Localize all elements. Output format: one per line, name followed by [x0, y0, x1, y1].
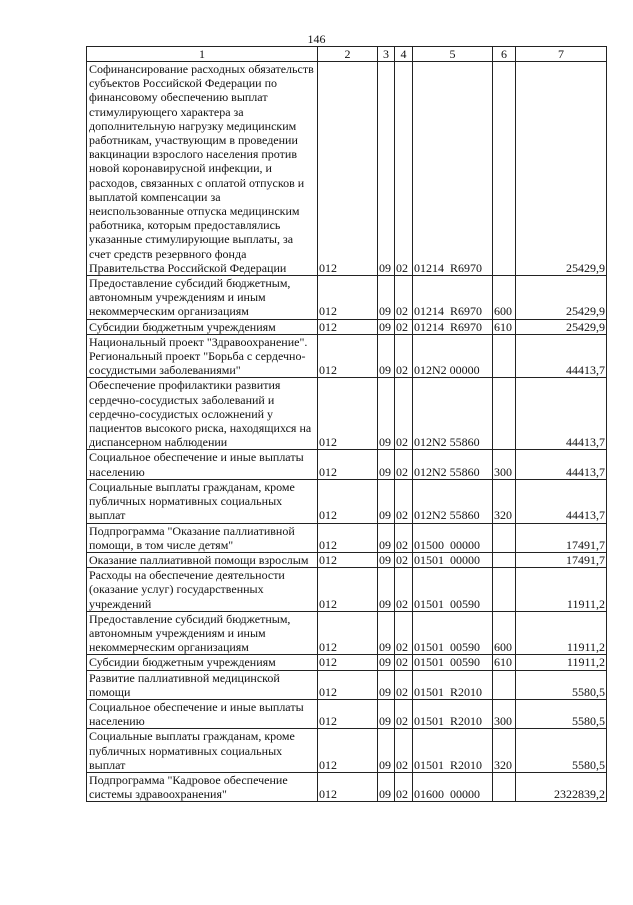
- page-number: 146: [307, 32, 326, 46]
- column-header-4: 4: [395, 47, 413, 62]
- row-subsection-cell: 02: [395, 729, 413, 773]
- column-header-7: 7: [516, 47, 607, 62]
- row-target-article-cell: 01501 00590: [413, 655, 493, 670]
- row-name-cell: Обеспечение профилактики развития сердечно-сосудистых заболеваний и сердечно-сосудистых осложнений у пациентов высокого риска, находящихся на диспансерном наблюдении: [87, 378, 318, 450]
- table-row: [87, 611, 607, 655]
- row-name-cell: Подпрограмма "Кадровое обеспечение системы здравоохранения": [87, 772, 318, 801]
- table-row: [87, 729, 607, 773]
- row-name-cell: Расходы на обеспечение деятельности (оказание услуг) государственных учреждений: [87, 568, 318, 612]
- row-admin-code-cell: 012: [318, 655, 378, 670]
- column-header-6: 6: [493, 47, 516, 62]
- row-admin-code-cell: 012: [318, 334, 378, 378]
- row-target-article-cell: 01501 00590: [413, 568, 493, 612]
- row-admin-code-cell: 012: [318, 378, 378, 450]
- row-section-cell: 09: [378, 378, 395, 450]
- row-expense-type-cell: 300: [493, 699, 516, 728]
- table-row: [87, 568, 607, 612]
- row-target-article-cell: 01214 R6970: [413, 319, 493, 334]
- row-target-article-cell: 012N2 00000: [413, 334, 493, 378]
- row-amount-cell: 25429,9: [516, 276, 607, 320]
- row-amount-cell: 44413,7: [516, 334, 607, 378]
- row-admin-code-cell: 012: [318, 450, 378, 479]
- row-amount-cell: 17491,7: [516, 523, 607, 552]
- row-section-cell: 09: [378, 655, 395, 670]
- row-expense-type-cell: [493, 378, 516, 450]
- table-row: [87, 670, 607, 699]
- table-row: [87, 699, 607, 728]
- row-name-cell: Предоставление субсидий бюджетным, автономным учреждениям и иным некоммерческим организациям: [87, 611, 318, 655]
- row-subsection-cell: 02: [395, 670, 413, 699]
- table-row: [87, 62, 607, 276]
- row-expense-type-cell: 320: [493, 479, 516, 523]
- row-amount-cell: 2322839,2: [516, 772, 607, 801]
- row-admin-code-cell: 012: [318, 729, 378, 773]
- row-expense-type-cell: [493, 552, 516, 567]
- row-section-cell: 09: [378, 523, 395, 552]
- row-target-article-cell: 01600 00000: [413, 772, 493, 801]
- column-header-3: 3: [378, 47, 395, 62]
- row-target-article-cell: 01500 00000: [413, 523, 493, 552]
- row-admin-code-cell: 012: [318, 772, 378, 801]
- row-admin-code-cell: 012: [318, 276, 378, 320]
- table-header-row: [87, 47, 607, 62]
- row-section-cell: 09: [378, 319, 395, 334]
- row-admin-code-cell: 012: [318, 319, 378, 334]
- row-target-article-cell: 01501 00590: [413, 611, 493, 655]
- column-header-2: 2: [318, 47, 378, 62]
- row-subsection-cell: 02: [395, 319, 413, 334]
- table-row: [87, 772, 607, 801]
- table-row: [87, 276, 607, 320]
- row-admin-code-cell: 012: [318, 568, 378, 612]
- row-section-cell: 09: [378, 729, 395, 773]
- row-expense-type-cell: [493, 62, 516, 276]
- row-target-article-cell: 01501 R2010: [413, 699, 493, 728]
- row-target-article-cell: 01214 R6970: [413, 276, 493, 320]
- row-amount-cell: 25429,9: [516, 62, 607, 276]
- row-expense-type-cell: [493, 568, 516, 612]
- row-expense-type-cell: 300: [493, 450, 516, 479]
- table-row: [87, 479, 607, 523]
- row-target-article-cell: 012N2 55860: [413, 378, 493, 450]
- row-target-article-cell: 01501 R2010: [413, 729, 493, 773]
- row-subsection-cell: 02: [395, 699, 413, 728]
- row-section-cell: 09: [378, 552, 395, 567]
- row-section-cell: 09: [378, 568, 395, 612]
- table-row: [87, 378, 607, 450]
- row-expense-type-cell: [493, 772, 516, 801]
- row-subsection-cell: 02: [395, 479, 413, 523]
- row-admin-code-cell: 012: [318, 523, 378, 552]
- row-subsection-cell: 02: [395, 334, 413, 378]
- row-subsection-cell: 02: [395, 523, 413, 552]
- row-target-article-cell: 012N2 55860: [413, 479, 493, 523]
- row-subsection-cell: 02: [395, 378, 413, 450]
- column-header-1: 1: [87, 47, 318, 62]
- row-subsection-cell: 02: [395, 655, 413, 670]
- table-row: [87, 319, 607, 334]
- row-expense-type-cell: [493, 523, 516, 552]
- budget-table: [86, 46, 607, 802]
- table-row: [87, 450, 607, 479]
- row-subsection-cell: 02: [395, 450, 413, 479]
- row-admin-code-cell: 012: [318, 611, 378, 655]
- row-section-cell: 09: [378, 670, 395, 699]
- row-amount-cell: 44413,7: [516, 450, 607, 479]
- row-admin-code-cell: 012: [318, 670, 378, 699]
- row-name-cell: Социальные выплаты гражданам, кроме публичных нормативных социальных выплат: [87, 729, 318, 773]
- row-target-article-cell: 01501 R2010: [413, 670, 493, 699]
- table-row: [87, 552, 607, 567]
- row-subsection-cell: 02: [395, 552, 413, 567]
- row-admin-code-cell: 012: [318, 62, 378, 276]
- row-name-cell: Предоставление субсидий бюджетным, автономным учреждениям и иным некоммерческим организациям: [87, 276, 318, 320]
- row-expense-type-cell: 600: [493, 611, 516, 655]
- row-name-cell: Развитие паллиативной медицинской помощи: [87, 670, 318, 699]
- column-header-5: 5: [413, 47, 493, 62]
- row-section-cell: 09: [378, 479, 395, 523]
- row-section-cell: 09: [378, 276, 395, 320]
- row-subsection-cell: 02: [395, 568, 413, 612]
- row-section-cell: 09: [378, 611, 395, 655]
- row-amount-cell: 11911,2: [516, 568, 607, 612]
- row-amount-cell: 11911,2: [516, 611, 607, 655]
- row-name-cell: Субсидии бюджетным учреждениям: [87, 655, 318, 670]
- row-target-article-cell: 01214 R6970: [413, 62, 493, 276]
- row-subsection-cell: 02: [395, 772, 413, 801]
- row-amount-cell: 44413,7: [516, 378, 607, 450]
- table-row: [87, 655, 607, 670]
- row-expense-type-cell: [493, 334, 516, 378]
- row-expense-type-cell: 610: [493, 655, 516, 670]
- row-name-cell: Субсидии бюджетным учреждениям: [87, 319, 318, 334]
- row-name-cell: Социальные выплаты гражданам, кроме публичных нормативных социальных выплат: [87, 479, 318, 523]
- row-expense-type-cell: 320: [493, 729, 516, 773]
- row-name-cell: Социальное обеспечение и иные выплаты населению: [87, 450, 318, 479]
- row-name-cell: Оказание паллиативной помощи взрослым: [87, 552, 318, 567]
- row-admin-code-cell: 012: [318, 479, 378, 523]
- row-section-cell: 09: [378, 450, 395, 479]
- row-section-cell: 09: [378, 772, 395, 801]
- row-name-cell: Социальное обеспечение и иные выплаты населению: [87, 699, 318, 728]
- row-subsection-cell: 02: [395, 62, 413, 276]
- row-amount-cell: 5580,5: [516, 670, 607, 699]
- row-name-cell: Подпрограмма "Оказание паллиативной помощи, в том числе детям": [87, 523, 318, 552]
- row-section-cell: 09: [378, 699, 395, 728]
- row-section-cell: 09: [378, 334, 395, 378]
- row-target-article-cell: 01501 00000: [413, 552, 493, 567]
- row-admin-code-cell: 012: [318, 552, 378, 567]
- row-amount-cell: 11911,2: [516, 655, 607, 670]
- row-target-article-cell: 012N2 55860: [413, 450, 493, 479]
- row-section-cell: 09: [378, 62, 395, 276]
- row-admin-code-cell: 012: [318, 699, 378, 728]
- row-subsection-cell: 02: [395, 276, 413, 320]
- row-expense-type-cell: 600: [493, 276, 516, 320]
- row-expense-type-cell: [493, 670, 516, 699]
- row-name-cell: Софинансирование расходных обязательств субъектов Российской Федерации по финансовому обеспечению выплат стимулирующего характера за дополнительную нагрузку медицинским работникам, участвующим в проведении вакцинации взрослого населения против новой коронавирусной инфекции, и расходов, связанных с оплатой отпусков и выплатой компенсации за неиспользованные отпуска медицинским работника, которым предоставлялись указанные стимулирующие выплаты, за счет средств резервного фонда Правительства Российской Федерации: [87, 62, 318, 276]
- row-amount-cell: 17491,7: [516, 552, 607, 567]
- row-amount-cell: 25429,9: [516, 319, 607, 334]
- row-amount-cell: 44413,7: [516, 479, 607, 523]
- row-amount-cell: 5580,5: [516, 729, 607, 773]
- row-name-cell: Национальный проект "Здравоохранение". Региональный проект "Борьба с сердечно-сосудистыми заболеваниями": [87, 334, 318, 378]
- table-row: [87, 334, 607, 378]
- row-expense-type-cell: 610: [493, 319, 516, 334]
- table-row: [87, 523, 607, 552]
- row-subsection-cell: 02: [395, 611, 413, 655]
- row-amount-cell: 5580,5: [516, 699, 607, 728]
